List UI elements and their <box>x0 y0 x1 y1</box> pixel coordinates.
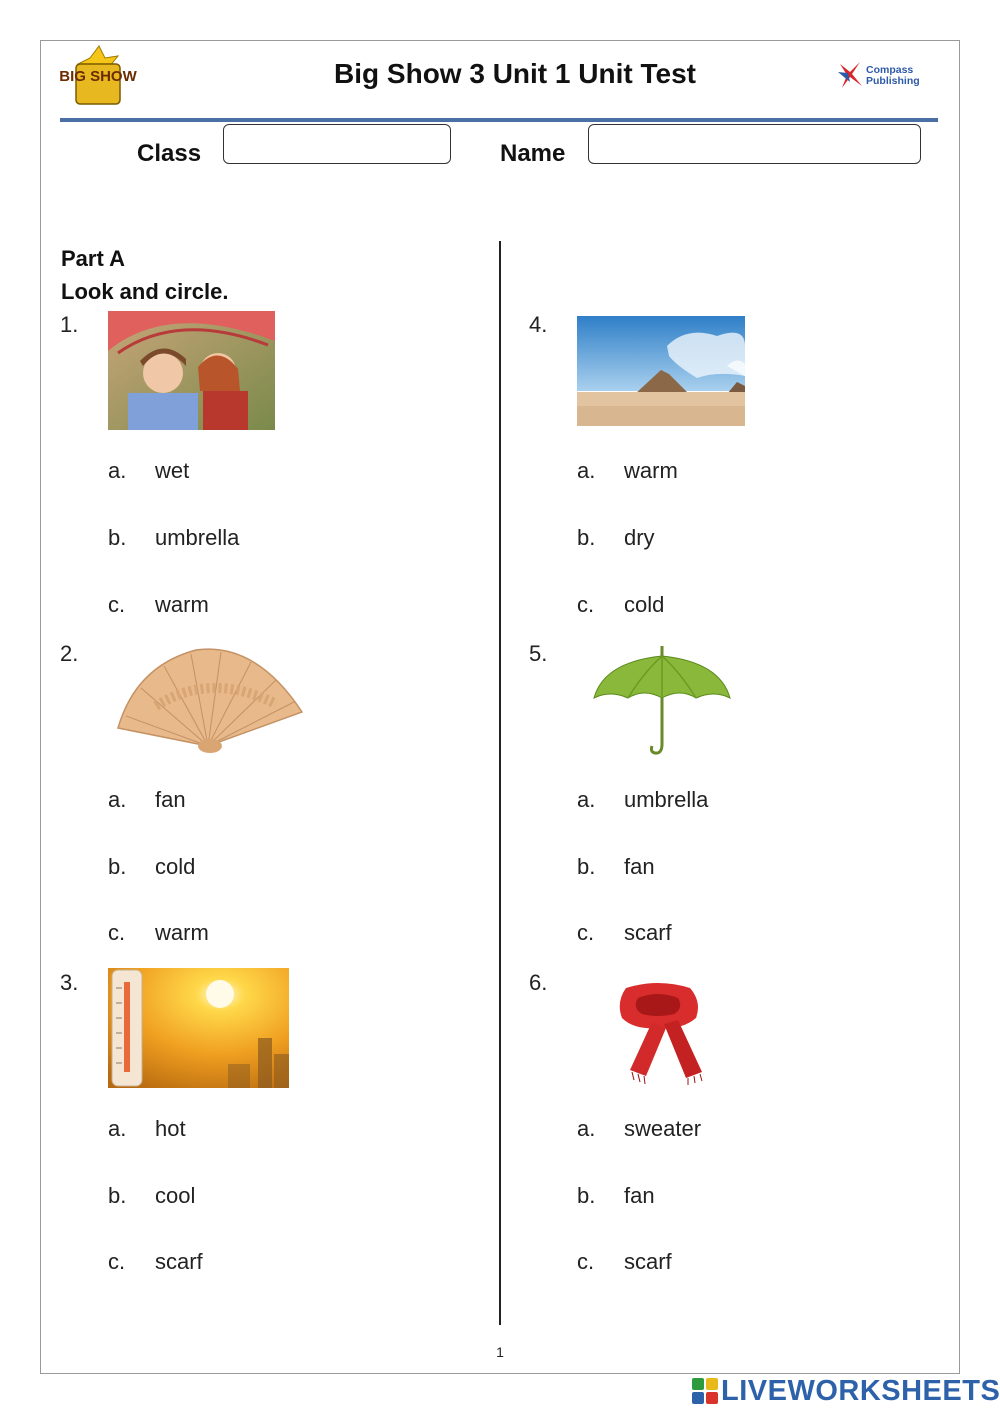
option-letter: a. <box>577 458 596 483</box>
umbrella-image <box>592 646 732 758</box>
option-letter: b. <box>108 854 127 879</box>
brand-wordmark: LIVEWORKSHEETS <box>721 1374 1000 1407</box>
header-rule <box>60 118 938 122</box>
answer-option[interactable]: umbrella <box>624 787 709 812</box>
hand-fan-image <box>116 646 304 756</box>
question-number: 2. <box>60 641 79 666</box>
answer-option[interactable]: cold <box>155 854 196 879</box>
option-letter: a. <box>108 458 127 483</box>
answer-option[interactable]: scarf <box>624 1249 672 1274</box>
option-letter: b. <box>108 1183 127 1208</box>
answer-option[interactable]: fan <box>624 854 655 879</box>
answer-option[interactable]: scarf <box>155 1249 203 1274</box>
question-number: 1. <box>60 312 79 337</box>
answer-option[interactable]: cool <box>155 1183 196 1208</box>
part-heading: Part A <box>61 246 125 271</box>
answer-option[interactable]: wet <box>155 458 190 483</box>
name-field[interactable] <box>588 124 921 164</box>
publisher-line-1: Compass <box>866 64 914 76</box>
question-number: 6. <box>529 970 548 995</box>
name-label: Name <box>500 140 566 167</box>
liveworksheets-brand <box>692 1374 1000 1408</box>
answer-option[interactable]: fan <box>624 1183 655 1208</box>
publisher-name <box>866 65 920 87</box>
question-number: 5. <box>529 641 548 666</box>
option-letter: a. <box>577 1116 596 1141</box>
option-letter: a. <box>108 787 127 812</box>
option-letter: c. <box>577 920 595 945</box>
column-divider <box>499 241 501 1325</box>
red-scarf-image <box>612 978 704 1086</box>
option-letter: c. <box>108 920 126 945</box>
compass-publishing-logo <box>836 60 926 92</box>
liveworksheets-logo-icon <box>692 1378 718 1404</box>
logo-lettering: BIG SHOW <box>59 68 137 85</box>
answer-option[interactable]: cold <box>624 592 665 617</box>
instruction: Look and circle. <box>61 279 229 304</box>
option-letter: a. <box>577 787 596 812</box>
option-letter: b. <box>108 525 127 550</box>
question-number: 3. <box>60 970 79 995</box>
compass-star-icon <box>836 60 864 90</box>
answer-option[interactable]: warm <box>155 920 209 945</box>
option-letter: b. <box>577 1183 596 1208</box>
answer-option[interactable]: dry <box>624 525 655 550</box>
class-field[interactable] <box>223 124 451 164</box>
publisher-line-2: Publishing <box>866 75 920 87</box>
class-label: Class <box>137 140 202 167</box>
option-letter: b. <box>577 854 596 879</box>
option-letter: c. <box>577 592 595 617</box>
option-letter: c. <box>108 592 126 617</box>
answer-option[interactable]: hot <box>155 1116 186 1141</box>
answer-option[interactable]: warm <box>624 458 678 483</box>
hot-sun-thermometer-image <box>108 968 289 1088</box>
question-number: 4. <box>529 312 548 337</box>
option-letter: a. <box>108 1116 127 1141</box>
option-letter: c. <box>108 1249 126 1274</box>
option-letter: b. <box>577 525 596 550</box>
answer-option[interactable]: warm <box>155 592 209 617</box>
answer-option[interactable]: umbrella <box>155 525 240 550</box>
answer-option[interactable]: scarf <box>624 920 672 945</box>
option-letter: c. <box>577 1249 595 1274</box>
children-in-rain-image <box>108 311 275 430</box>
big-show-logo <box>59 44 137 106</box>
answer-option[interactable]: sweater <box>624 1116 702 1141</box>
desert-image <box>577 316 745 426</box>
page-number: 1 <box>496 1344 504 1360</box>
page-title: Big Show 3 Unit 1 Unit Test <box>334 58 696 89</box>
answer-option[interactable]: fan <box>155 787 186 812</box>
